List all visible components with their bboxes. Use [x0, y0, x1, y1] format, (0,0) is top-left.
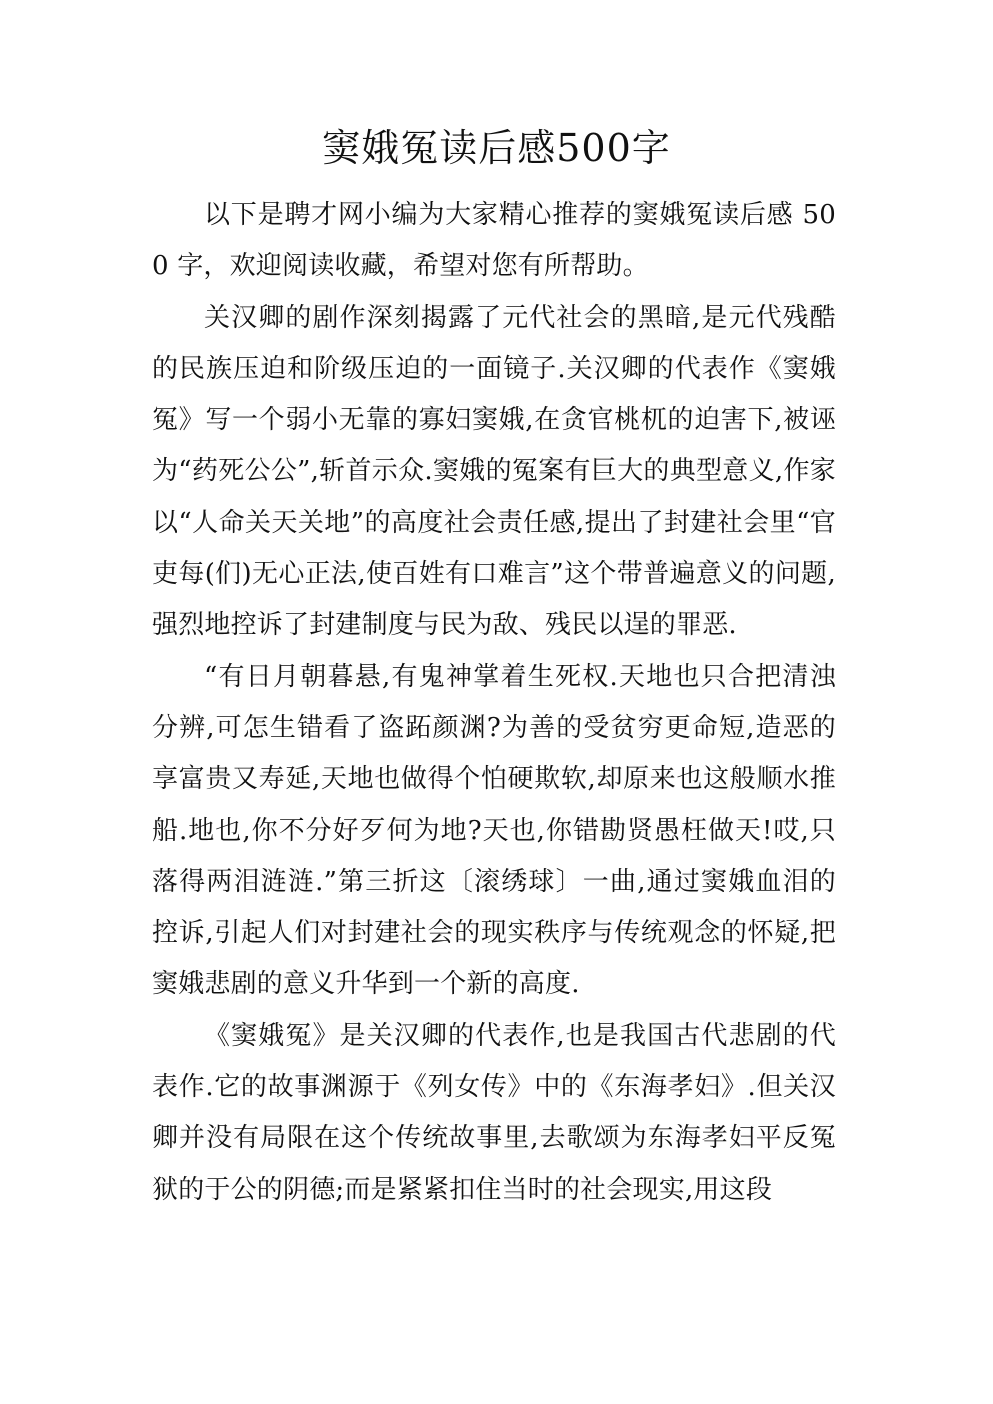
- paragraph-1: 关汉卿的剧作深刻揭露了元代社会的黑暗,是元代残酷的民族压迫和阶级压迫的一面镜子.关汉卿的代表作《窦娥冤》写一个弱小无靠的寡妇窦娥,在贪官桃杌的迫害下,被诬为“药死公公”,斩首示众.窦娥的冤案有巨大的典型意义,作家以“人命关天关地”的高度社会责任感,提出了封建社会里“官吏每(们)无心正法,使百姓有口难言”这个带普遍意义的问题,强烈地控诉了封建制度与民为敌、残民以逞的罪恶.: [152, 302, 836, 641]
- paragraph-3: 《窦娥冤》是关汉卿的代表作,也是我国古代悲剧的代表作.它的故事渊源于《列女传》中的《东海孝妇》.但关汉卿并没有局限在这个传统故事里,去歌颂为东海孝妇平反冤狱的于公的阴德;而是紧紧扣住当时的社会现实,用这段: [152, 1020, 836, 1205]
- paragraph-2: “有日月朝暮悬,有鬼神掌着生死权.天地也只合把清浊分辨,可怎生错看了盗跖颜渊?为善的受贫穷更命短,造恶的享富贵又寿延,天地也做得个怕硬欺软,却原来也这般顺水推船.地也,你不分好歹何为地?天也,你错勘贤愚枉做天!哎,只落得两泪涟涟.”第三折这〔滚绣球〕一曲,通过窦娥血泪的控诉,引起人们对封建社会的现实秩序与传统观念的怀疑,把窦娥悲剧的意义升华到一个新的高度.: [152, 661, 836, 1000]
- paragraph-intro: 以下是聘才网小编为大家精心推荐的窦娥冤读后感 500 字，欢迎阅读收藏，希望对您有所帮助。: [152, 200, 836, 282]
- document-body: [152, 190, 836, 1216]
- page-title: 窦娥冤读后感500字: [322, 126, 671, 170]
